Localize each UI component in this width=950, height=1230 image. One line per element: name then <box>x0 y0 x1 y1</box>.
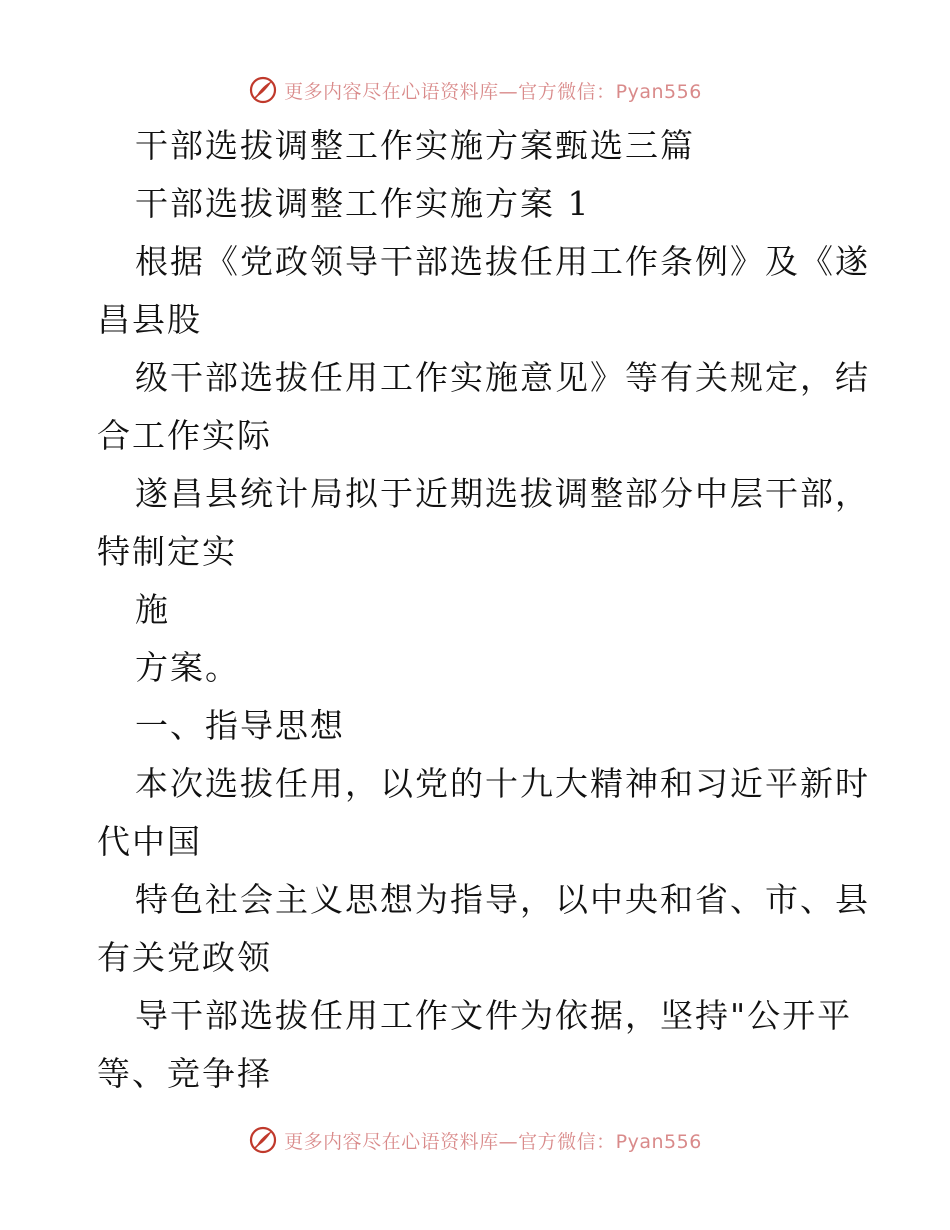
text-line: 昌县股 <box>97 300 202 339</box>
text-line: 干部选拔调整工作实施方案 1 <box>135 184 591 223</box>
feather-logo-icon <box>248 75 278 105</box>
text-line: 导干部选拔任用工作文件为依据，坚持"公开平 <box>135 996 853 1035</box>
text-line: 等、竞争择 <box>97 1054 272 1093</box>
text-line: 特色社会主义思想为指导，以中央和省、市、县 <box>135 880 870 919</box>
text-line: 级干部选拔任用工作实施意见》等有关规定，结 <box>135 358 870 397</box>
watermark-text: 更多内容尽在心语资料库—官方微信：Pyan556 <box>284 1130 702 1153</box>
watermark-text: 更多内容尽在心语资料库—官方微信：Pyan556 <box>284 80 702 103</box>
text-line: 干部选拔调整工作实施方案甄选三篇 <box>135 126 695 165</box>
text-line: 合工作实际 <box>97 416 272 455</box>
text-line: 方案。 <box>135 648 240 687</box>
document-body <box>97 117 870 1103</box>
watermark-footer <box>0 1120 950 1160</box>
text-line: 有关党政领 <box>97 938 272 977</box>
text-line: 代中国 <box>97 822 202 861</box>
section-heading: 一、指导思想 <box>135 706 345 745</box>
text-line: 施 <box>135 590 170 629</box>
feather-logo-icon <box>248 1125 278 1155</box>
text-line: 特制定实 <box>97 532 237 571</box>
text-line: 根据《党政领导干部选拔任用工作条例》及《遂 <box>135 242 870 281</box>
text-line: 本次选拔任用，以党的十九大精神和习近平新时 <box>135 764 870 803</box>
watermark-header <box>0 70 950 110</box>
text-line: 遂昌县统计局拟于近期选拔调整部分中层干部， <box>135 474 870 513</box>
